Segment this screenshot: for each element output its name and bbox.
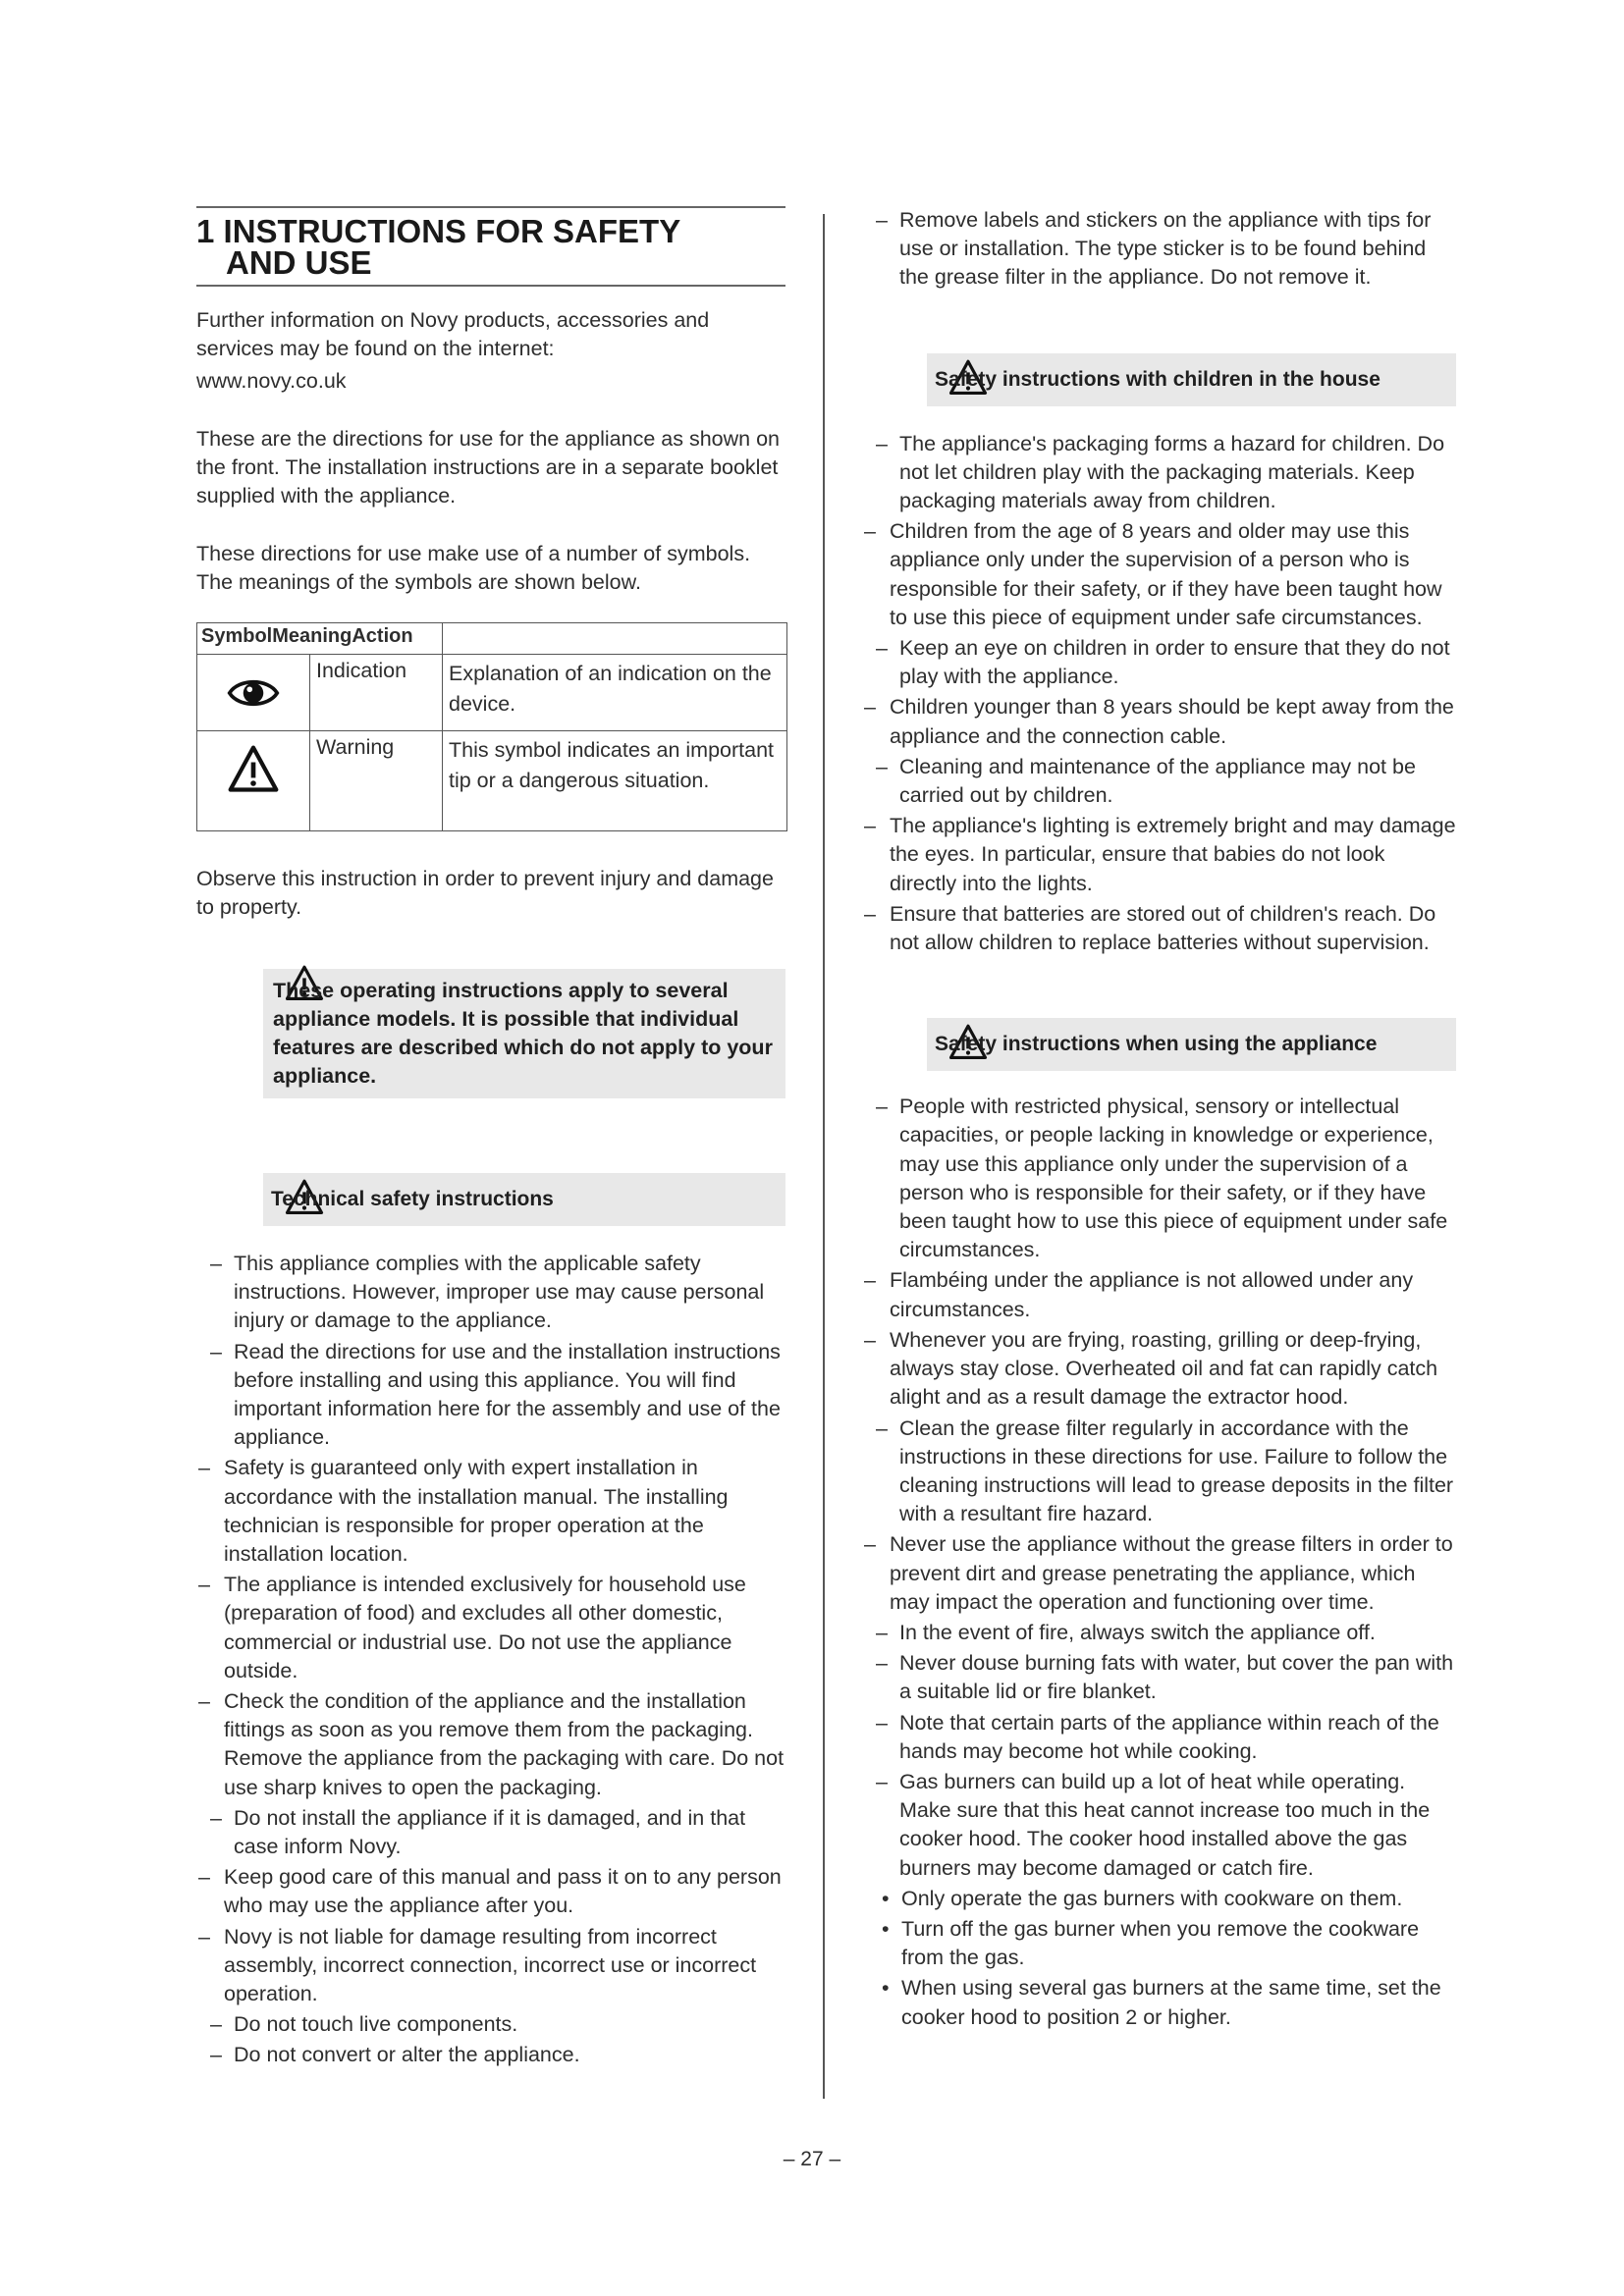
symbols-paragraph: These directions for use make use of a number of symbols. The meanings of the symbols are shown below. [196,542,751,594]
bullet-item: • Only operate the gas burners with cookware on them. [862,1885,1456,1913]
list-item: – Children from the age of 8 years and older may use this appliance only under the supervision of a person who is responsible for their safety, or if they have been taught how to use this piece of equipment under safe circumstances. [862,517,1456,632]
list-item: – Check the condition of the appliance and the installation fittings as soon as you remove them from the packaging. Remove the appliance from the packaging with care. Do not use sharp knives to open the packaging. [196,1687,785,1802]
observe-paragraph: Observe this instruction in order to prevent injury and damage to property. [196,867,774,919]
symbol-table-header-cell: SymbolMeaningAction [197,623,443,655]
intro-paragraph [196,306,785,396]
technical-heading-box [263,1173,785,1226]
warning-triangle-icon [226,742,281,797]
list-item: – Cleaning and maintenance of the appliance may not be carried out by children. [862,753,1456,810]
list-item: – Gas burners can build up a lot of heat while operating. Make sure that this heat cannot increase too much in the cooker hood. The cooker hood installed above the gas burners may become damaged or catch fire. [862,1768,1456,1883]
list-item: – Flambéing under the appliance is not allowed under any circumstances. [862,1266,1456,1323]
meaning-cell: Warning [310,731,443,831]
models-notice-text: These operating instructions apply to several appliance models. It is possible that individual features are described which do not apply to your appliance. [273,979,773,1088]
website-link[interactable]: www.novy.co.uk [196,369,347,393]
list-item: – The appliance is intended exclusively for household use (preparation of food) and excludes all other domestic, commercial or industrial use. Do not use the appliance outside. [196,1571,785,1685]
directions-paragraph: These are the directions for use for the appliance as shown on the front. The installation instructions are in a separate booklet supplied with the appliance. [196,427,780,507]
symbol-cell [197,731,310,831]
symbol-table-header-blank [443,623,787,655]
list-item: – Read the directions for use and the installation instructions before installing and using this appliance. You will find important information here for the assembly and use of the appliance. [196,1338,785,1453]
list-item: – This appliance complies with the applicable safety instructions. However, improper use may cause personal injury or damage to the appliance. [196,1250,785,1336]
section-title [196,208,785,285]
list-item: – Novy is not liable for damage resulting from incorrect assembly, incorrect connection, incorrect use or incorrect operation. [196,1923,785,2009]
column-divider [823,214,825,2099]
list-item: – Clean the grease filter regularly in accordance with the instructions in these directions for use. Failure to follow the cleaning instructions will lead to grease deposits in the filter with a resultant fire hazard. [862,1415,1456,1529]
bullet-item: • Turn off the gas burner when you remove the cookware from the gas. [862,1915,1456,1972]
list-item: – The appliance's packaging forms a hazard for children. Do not let children play with the packaging materials. Keep packaging materials away from children. [862,430,1456,516]
action-cell: This symbol indicates an important tip or a dangerous situation. [443,731,787,831]
list-item: – Safety is guaranteed only with expert installation in accordance with the installation manual. The installing technician is responsible for proper operation at the installation location. [196,1454,785,1569]
list-item: – Do not convert or alter the appliance. [196,2041,785,2069]
list-item: – Never douse burning fats with water, but cover the pan with a suitable lid or fire blanket. [862,1649,1456,1706]
section-number: 1 [196,213,215,249]
using-list [862,1093,1456,2032]
symbol-row [197,731,787,831]
list-item: – Note that certain parts of the appliance within reach of the hands may become hot while cooking. [862,1709,1456,1766]
eye-icon [226,666,281,721]
labels-list [862,206,1456,293]
symbol-table [196,622,787,831]
using-heading: Safety instructions when using the appliance [935,1033,1378,1056]
list-item: – Never use the appliance without the grease filters in order to prevent dirt and grease penetrating the appliance, which may impact the operation and functioning over time. [862,1530,1456,1617]
models-notice [263,969,785,1098]
meaning-cell: Indication [310,655,443,731]
children-list [862,430,1456,958]
bullet-item: • When using several gas burners at the same time, set the cooker hood to position 2 or higher. [862,1974,1456,2031]
list-item: – People with restricted physical, sensory or intellectual capacities, or people lacking in knowledge or experience, may use this appliance only under the supervision of a person who is responsible for their safety, or if they have been taught how to use this piece of equipment under safe circumstances. [862,1093,1456,1264]
technical-list [196,1250,785,2070]
title-line-2: AND USE [226,244,372,281]
list-item: – Keep an eye on children in order to ensure that they do not play with the appliance. [862,634,1456,691]
symbol-cell [197,655,310,731]
symbol-table-header [197,623,787,655]
children-heading: Safety instructions with children in the house [935,367,1380,391]
using-heading-box [927,1018,1456,1071]
list-item: – The appliance's lighting is extremely bright and may damage the eyes. In particular, ensure that babies do not look directly into the lights. [862,812,1456,898]
list-item: – Ensure that batteries are stored out of children's reach. Do not allow children to replace batteries without supervision. [862,900,1456,957]
list-item: – Do not touch live components. [196,2010,785,2039]
right-column [862,206,1456,2034]
technical-heading: Technical safety instructions [271,1188,554,1210]
symbol-row [197,655,787,731]
page-number: – 27 – [783,2148,841,2170]
list-item: – Keep good care of this manual and pass it on to any person who may use the appliance after you. [196,1863,785,1920]
children-heading-box [927,353,1456,406]
list-item: – Children younger than 8 years should be kept away from the appliance and the connection cable. [862,693,1456,750]
list-item: – Remove labels and stickers on the appliance with tips for use or installation. The type sticker is to be found behind the grease filter in the appliance. Do not remove it. [862,206,1456,293]
list-item: – In the event of fire, always switch the appliance off. [862,1619,1456,1647]
title-rule-bottom [196,285,785,287]
list-item: – Do not install the appliance if it is damaged, and in that case inform Novy. [196,1804,785,1861]
intro-text: Further information on Novy products, accessories and services may be found on the internet: [196,308,710,360]
title-line-1: INSTRUCTIONS FOR SAFETY [223,213,681,249]
action-cell: Explanation of an indication on the device. [443,655,787,731]
left-column [196,206,785,2072]
list-item: – Whenever you are frying, roasting, grilling or deep-frying, always stay close. Overheated oil and fat can rapidly catch alight and as a result damage the extractor hood. [862,1326,1456,1413]
